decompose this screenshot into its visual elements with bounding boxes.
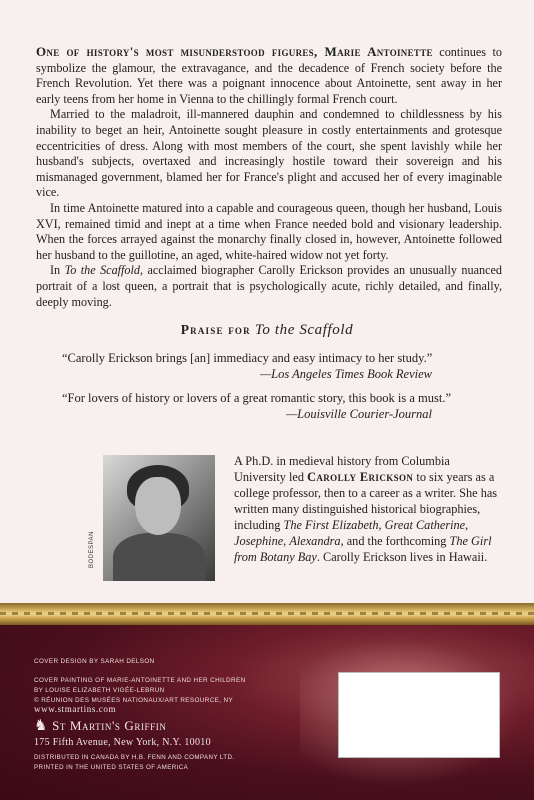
author-bio: [234, 453, 504, 565]
blurb-text: continues to symbolize the glamour, the extravagance, and the decadence of French society before the French Revolution. Yet there was a poignant innocence about Antoinette, sent away in her early teens from her home in Vienna to the chillingly formal French court.: [36, 45, 502, 106]
author-photo: [103, 455, 215, 581]
book-title: To the Scaffold: [64, 263, 141, 278]
gold-border: [0, 603, 534, 625]
bio-separator: ,: [465, 518, 469, 532]
blurb-paragraph-2: Married to the maladroit, ill-mannered dauphin and condemned to childlessness by his inability to beget an heir, Antoinette sought pleasure in costly entertainments and grotesque eccentricities of dress. Along with most members of the court, she spent lavishly while her husband's subjects, overtaxed and increasingly hostile toward their sovereign and his mismanaged government, blamed her for France's plight and accused her of every imaginable vice.: [36, 107, 502, 200]
quote-text: “Carolly Erickson brings [an] immediacy and easy intimacy to her study.”: [62, 351, 433, 365]
quote-text: “For lovers of history or lovers of a great romantic story, this book is a must.”: [62, 391, 452, 405]
book-title: Alexandra: [289, 534, 341, 548]
praise-heading: [0, 322, 534, 339]
quote-source: —Los Angeles Times Book Review: [260, 367, 432, 381]
painting-rights: © RÉUNION DES MUSÉES NATIONAUX/ART RESOURCE, NY: [34, 697, 234, 704]
bio-separator: ,: [283, 534, 290, 548]
author-name: Carolly Erickson: [307, 470, 414, 484]
painting-artist: BY LOUISE ELIZABETH VIGÉE-LEBRUN: [34, 687, 165, 694]
photo-face: [135, 477, 181, 535]
design-credit: COVER DESIGN BY SARAH DELSON: [34, 658, 155, 665]
blurb-paragraph-4: [36, 263, 502, 310]
bio-separator: ,: [378, 518, 385, 532]
book-title: The First Elizabeth: [283, 518, 379, 532]
book-title: Great Catherine: [384, 518, 466, 532]
review-quote: [62, 390, 472, 422]
blurb-paragraph-3: In time Antoinette matured into a capable and courageous queen, though her husband, Louis XVI, remained timid and inept at a time when France needed bold and visionary leadership. When the forces arrayed against the monarchy finally closed in, however, Antoinette followed her husband to the guillotine, an aged, white-haired widow not yet forty.: [36, 200, 502, 262]
printed-in: PRINTED IN THE UNITED STATES OF AMERICA: [34, 764, 189, 771]
review-quote: [62, 350, 472, 382]
bio-text: , and the forthcoming: [340, 534, 450, 548]
publisher-logo: [34, 716, 166, 735]
book-title: The Girl from Botany Bay: [234, 534, 492, 564]
praise-heading-title: To the Scaffold: [254, 322, 354, 338]
blurb-text: In: [50, 263, 65, 278]
book-blurb: [36, 44, 502, 310]
photo-credit: BODESPAN: [89, 531, 95, 568]
blurb-text: , acclaimed biographer Carolly Erickson provides an unusually nuanced portrait of a lost queen, a portrait that is psychologically acute, richly detailed, and finally, deeply moving.: [36, 263, 502, 309]
bio-text: A Ph.D. in medieval history from Columbia University led: [234, 454, 450, 484]
griffin-icon: ♞: [34, 718, 49, 734]
distribution-notes: [34, 753, 234, 773]
bio-text: to six years as a college professor, then to a career as a writer. She has written many distinguished historical biographies, including: [234, 470, 498, 532]
painting-credit: COVER PAINTING OF MARIE-ANTOINETTE AND HER CHILDREN: [34, 677, 246, 684]
blurb-lead: One of history's most misunderstood figures, Marie Antoinette: [36, 44, 433, 59]
cover-credits: [34, 657, 314, 706]
photo-body: [113, 533, 205, 581]
barcode-area: [338, 672, 500, 758]
praise-heading-caps: Praise for: [180, 322, 251, 337]
quote-source: —Louisville Courier-Journal: [286, 407, 432, 421]
bio-text: . Carolly Erickson lives in Hawaii.: [316, 550, 488, 564]
distribution-canada: DISTRIBUTED IN CANADA BY H.B. FENN AND COMPANY LTD.: [34, 754, 235, 761]
blurb-paragraph-1: [36, 44, 502, 107]
book-title: Josephine: [234, 534, 284, 548]
publisher-address: 175 Fifth Avenue, New York, N.Y. 10010: [34, 737, 211, 748]
publisher-url[interactable]: www.stmartins.com: [34, 704, 117, 714]
publisher-name: St Martin's Griffin: [52, 718, 167, 733]
